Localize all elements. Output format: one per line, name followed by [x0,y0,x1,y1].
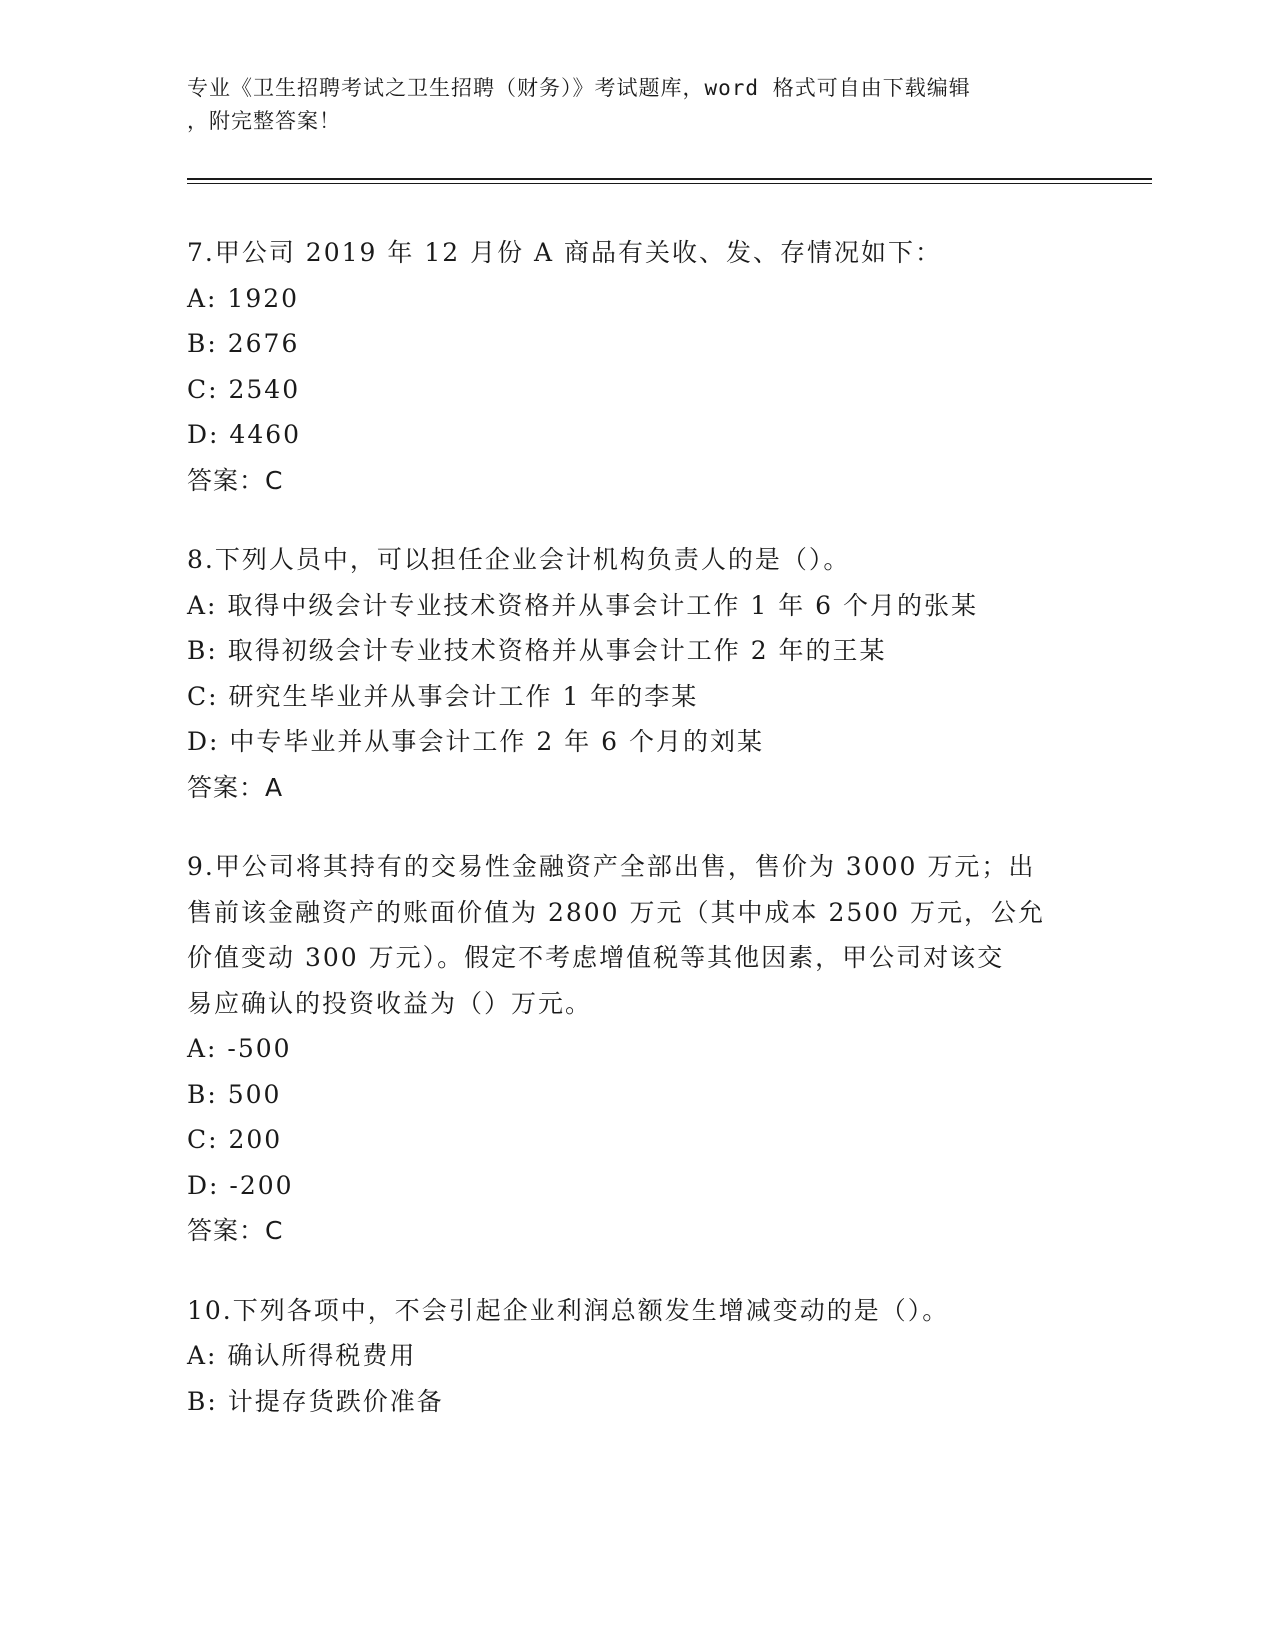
question-stem [187,844,1087,1026]
question-stem [187,1288,1087,1334]
option-b: B: 计提存货跌价准备 [187,1386,444,1416]
option-b: B: 2676 [187,329,300,358]
question-list [187,230,1087,1458]
question-9 [187,844,1087,1254]
stem-line: 7.甲公司 2019 年 12 月份 A 商品有关收、发、存情况如下： [187,238,943,267]
option-a: A: 1920 [187,283,300,313]
option-c: C: 2540 [187,374,301,404]
question-stem [187,537,1087,583]
header-line-1: 专业《卫生招聘考试之卫生招聘（财务）》考试题库，word 格式可自由下载编辑 [187,76,971,100]
stem-line: 易应确认的投资收益为（）万元。 [187,988,593,1018]
option-c: C: 研究生毕业并从事会计工作 1 年的李某 [187,681,699,711]
option-b: B: 500 [187,1079,282,1109]
option-d: D: -200 [187,1170,294,1200]
document-header [187,72,1067,138]
question-10 [187,1288,1087,1425]
stem-line: 10.下列各项中，不会引起企业利润总额发生增减变动的是（）。 [187,1295,950,1325]
stem-line: 8.下列人员中，可以担任企业会计机构负责人的是（）。 [187,545,851,574]
option-c: C: 200 [187,1125,283,1154]
option-a: A: 取得中级会计专业技术资格并从事会计工作 1 年 6 个月的张某 [187,590,979,620]
header-rule-thick [187,178,1152,180]
stem-line: 售前该金融资产的账面价值为 2800 万元（其中成本 2500 万元，公允 [187,897,1046,927]
option-d: D: 4460 [187,420,302,449]
answer: 答案：C [187,465,284,495]
question-8 [187,537,1087,810]
stem-line: 价值变动 300 万元）。假定不考虑增值税等其他因素，甲公司对该交 [187,943,1005,972]
option-d: D: 中专毕业并从事会计工作 2 年 6 个月的刘某 [187,727,765,756]
header-line-2: ，附完整答案！ [187,109,341,133]
answer: 答案：A [187,772,284,802]
option-a: A: -500 [187,1034,292,1063]
option-a: A: 确认所得税费用 [187,1341,417,1370]
option-b: B: 取得初级会计专业技术资格并从事会计工作 2 年的王某 [187,636,887,665]
answer: 答案：C [187,1216,284,1245]
question-stem [187,230,1087,276]
stem-line: 9.甲公司将其持有的交易性金融资产全部出售，售价为 3000 万元；出 [187,852,1036,881]
header-rule-thin [187,183,1152,184]
question-7 [187,230,1087,503]
